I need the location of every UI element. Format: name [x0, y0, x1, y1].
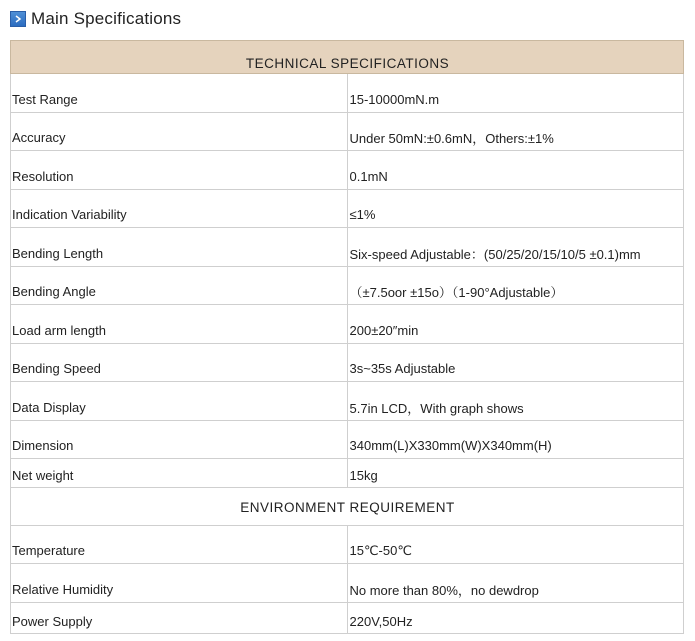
row-label: Bending Angle: [11, 267, 348, 305]
specifications-table: [10, 40, 684, 634]
row-label: Test Range: [11, 74, 348, 113]
table-row: [11, 344, 684, 382]
table-row: [11, 459, 684, 488]
row-label: Dimension: [11, 421, 348, 459]
row-label: Net weight: [11, 459, 348, 488]
row-label: Bending Speed: [11, 344, 348, 382]
row-value: 15℃-50℃: [347, 526, 684, 564]
row-value: 3s~35s Adjustable: [347, 344, 684, 382]
row-label: Power Supply: [11, 603, 348, 634]
row-label: Relative Humidity: [11, 564, 348, 603]
page-heading: [10, 7, 181, 31]
row-value: ≤1%: [347, 190, 684, 228]
table-row: [11, 190, 684, 228]
table-row: [11, 305, 684, 344]
row-value: No more than 80%，no dewdrop: [347, 564, 684, 603]
table-row: [11, 228, 684, 267]
row-value: 220V,50Hz: [347, 603, 684, 634]
chevron-right-icon: [10, 11, 26, 27]
table-row: [11, 267, 684, 305]
row-value: 15kg: [347, 459, 684, 488]
row-label: Resolution: [11, 151, 348, 190]
row-label: Load arm length: [11, 305, 348, 344]
row-label: Temperature: [11, 526, 348, 564]
row-value: （±7.5oor ±15o）（1-90°Adjustable）: [347, 267, 684, 305]
table-row: [11, 74, 684, 113]
section-title: TECHNICAL SPECIFICATIONS: [11, 41, 684, 74]
page-title: Main Specifications: [31, 9, 182, 28]
table-row: [11, 526, 684, 564]
row-label: Indication Variability: [11, 190, 348, 228]
row-value: Six-speed Adjustable：(50/25/20/15/10/5 ±0.1)mm: [347, 228, 684, 267]
section-header-environment: [11, 488, 684, 526]
row-value: 0.1mN: [347, 151, 684, 190]
row-label: Accuracy: [11, 113, 348, 151]
section-header-technical: [11, 41, 684, 74]
table-row: [11, 421, 684, 459]
row-value: 15-10000mN.m: [347, 74, 684, 113]
row-label: Data Display: [11, 382, 348, 421]
table-row: [11, 564, 684, 603]
section-title: ENVIRONMENT REQUIREMENT: [11, 488, 684, 526]
row-value: 5.7in LCD，With graph shows: [347, 382, 684, 421]
row-value: Under 50mN:±0.6mN，Others:±1%: [347, 113, 684, 151]
table-row: [11, 382, 684, 421]
row-value: 340mm(L)X330mm(W)X340mm(H): [347, 421, 684, 459]
table-row: [11, 151, 684, 190]
row-label: Bending Length: [11, 228, 348, 267]
table-row: [11, 603, 684, 634]
table-row: [11, 113, 684, 151]
row-value: 200±20″min: [347, 305, 684, 344]
